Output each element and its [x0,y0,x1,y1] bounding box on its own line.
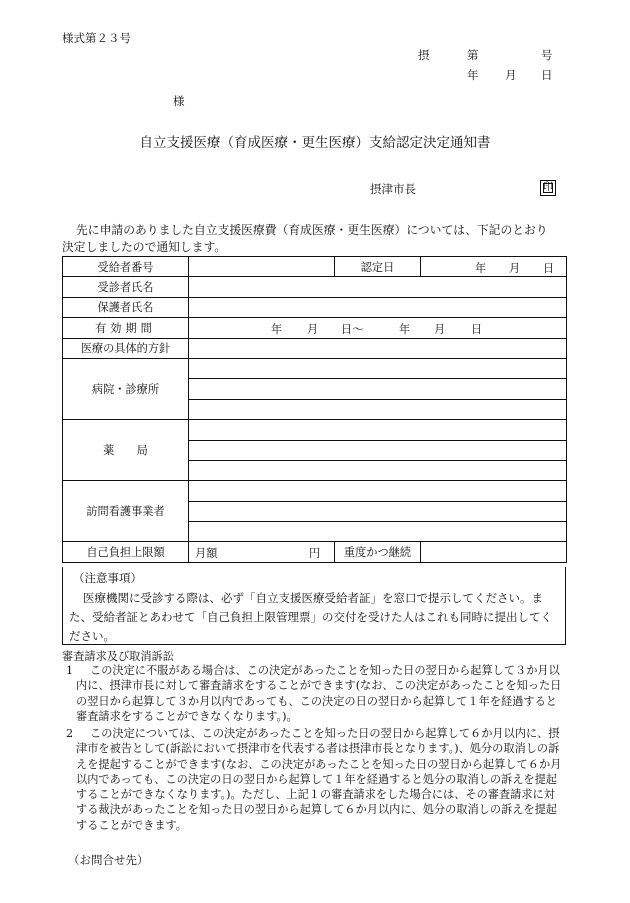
home-nursing-line-1 [189,481,567,501]
hospital-line-2 [189,379,567,399]
hospital-line-1 [189,358,567,378]
inquiry-label: （お問合せ先） [68,853,149,867]
valid-from-month: 月 [307,323,319,337]
date-month: 月 [505,68,517,82]
table-row [63,358,567,378]
appeal-item-text: この決定に不服がある場合は、この決定があったことを知った日の翌日から起算して３か月以内に、摂津市長に対して審査請求をすることができます(なお、この決定があったことを知った日の翌日から起算して３か月以内であっても、この決定の日の翌日から起算して１年を経過すると審査請求をすることができなくなります。)。 [76,664,562,723]
form-number: 様式第２３号 [62,31,131,45]
recipient-no-value [189,257,335,277]
patient-name-value [189,277,567,297]
cert-day: 日 [543,262,555,275]
appeal-item-number: 2 [66,727,74,740]
appeal-item-1 [62,663,562,724]
cert-date-value [421,257,567,277]
treatment-policy-value [189,338,567,358]
notice-heading: （注意事項） [73,571,142,585]
severe-continuous-value [421,542,567,562]
valid-from-day: 日～ [341,323,364,337]
recipient-no-label: 受給者番号 [63,257,189,277]
hospital-line-3 [189,399,567,419]
pharmacy-line-3 [189,460,567,480]
pharmacy-line-1 [189,420,567,440]
monthly-label: 月額 [195,547,218,561]
doc-no-prefix: 摂 [418,48,430,62]
yen-label: 円 [309,547,321,561]
date-day: 日 [541,68,553,82]
appeal-item-text: この決定については、この決定があったことを知った日の翌日から起算して６か月以内に、摂津市を被告として(訴訟において摂津市を代表する者は摂津市長となります。)、処分の取消しの訴えを提起することができます(なお、この決定があったことを知った日の翌日から起算して６か月以内であっても、この決定の日の翌日から起算して１年を経過すると処分の取消しの訴えを提起することができなくなります。)。ただし、上記１の審査請求をした場合には、その審査請求に対する裁決があったことを知った日の翌日から起算して６か月以内に、処分の取消しの訴えを提起することができます。 [76,727,562,832]
pharmacy-line-2 [189,440,567,460]
table-row [63,297,567,317]
issuer: 摂津市長 [370,182,416,196]
appeal-item-2 [62,726,562,833]
appeal-item-number: 1 [66,664,74,677]
pharmacy-label: 薬 局 [63,420,189,481]
patient-name-label: 受診者氏名 [63,277,189,297]
guardian-name-value [189,297,567,317]
table-row [63,257,567,277]
table-row [63,542,567,562]
severe-continuous-label: 重度かつ継続 [335,542,421,562]
seal-stamp: 印 [540,180,556,196]
table-row [63,318,567,338]
home-nursing-label: 訪問看護事業者 [63,481,189,542]
table-row [63,338,567,358]
cert-date-label: 認定日 [335,257,421,277]
copay-limit-label: 自己負担上限額 [63,542,189,562]
valid-to-month: 月 [434,323,446,337]
valid-period-text: 有効期間 [95,321,156,335]
valid-period-label [63,318,189,338]
table-row [63,420,567,440]
valid-period-value [189,318,567,338]
home-nursing-line-3 [189,522,567,542]
hospital-label: 病院・診療所 [63,358,189,419]
notice-body: 医療機関に受診する際は、必ず「自立支援医療受給者証」を窓口で提示してください。また、受給者証とあわせて「自己負担上限管理票」の交付を受けた人はこれも同時に提出してください。 [69,591,552,643]
table-row [63,481,567,501]
cert-month: 月 [509,262,521,275]
appeal-heading: 審査請求及び取消訴訟 [62,650,174,663]
valid-from-year: 年 [271,323,283,337]
addressee-suffix: 様 [173,94,185,108]
doc-no-dai: 第 [467,48,479,62]
intro-line-1: 先に申請のありました自立支援医療費（育成医療・更生医療）については、下記のとおり [76,223,548,237]
table-row [63,277,567,297]
intro-line-2: 決定しましたので通知します。 [62,240,227,254]
treatment-policy-label: 医療の具体的方針 [63,338,189,358]
home-nursing-line-2 [189,501,567,521]
valid-to-year: 年 [399,323,411,337]
notice-box [62,567,566,645]
valid-to-day: 日 [471,323,483,337]
approval-table [62,256,567,563]
doc-no-go: 号 [541,48,553,62]
date-year: 年 [467,68,479,82]
guardian-name-label: 保護者氏名 [63,297,189,317]
cert-year: 年 [475,262,487,275]
copay-limit-value [189,542,335,562]
document-title: 自立支援医療（育成医療・更生医療）支給認定決定通知書 [139,135,491,151]
